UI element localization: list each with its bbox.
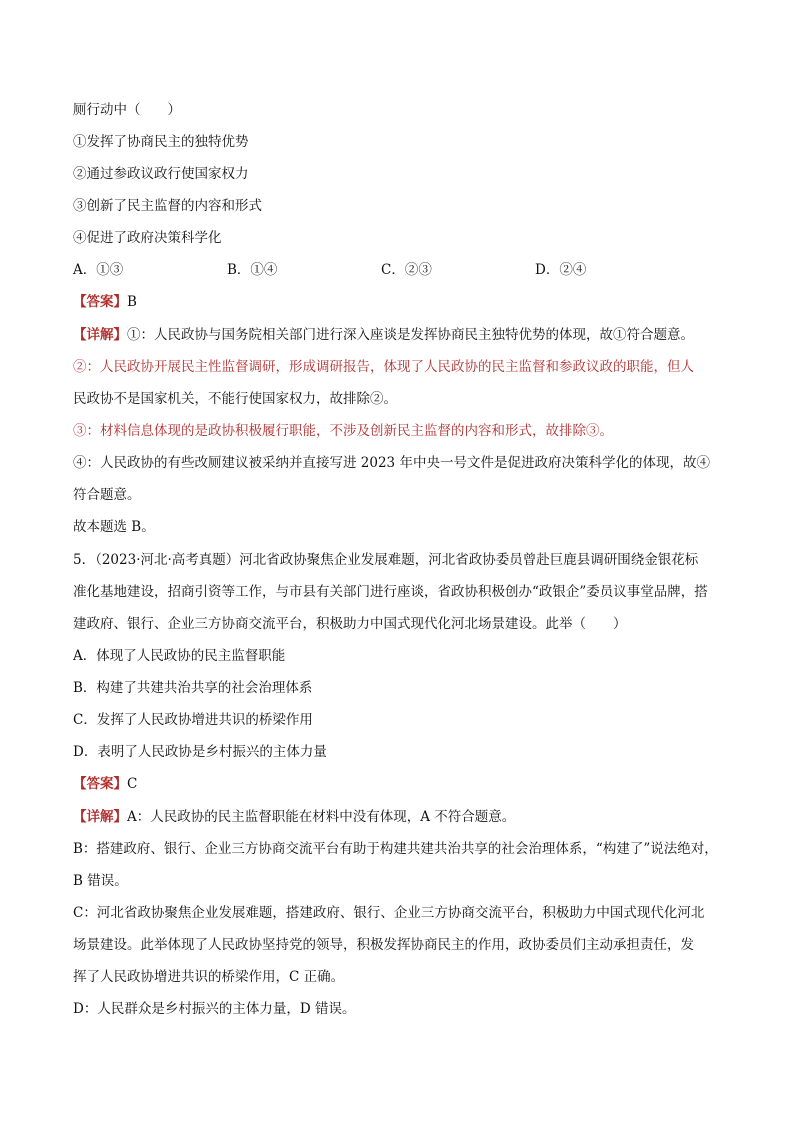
q4-detail-text-1: ①：人民政协与国务院相关部门进行深入座谈是发挥协商民主独特优势的体现，故①符合题意。 — [127, 327, 694, 343]
q5-option-b: B．构建了共建共治共享的社会治理体系 — [73, 680, 313, 696]
q5-detail-line-4: C：河北省政协聚焦企业发展难题，搭建政府、银行、企业三方协商交流平台，积极助力中国式现代化河北 — [73, 905, 705, 921]
q5-detail-line-7: D：人民群众是乡村振兴的主体力量，D 错误。 — [73, 1001, 356, 1017]
q5-option-d: D．表明了人民政协是乡村振兴的主体力量 — [73, 744, 327, 760]
q4-item-1: ①发挥了协商民主的独特优势 — [73, 134, 249, 150]
q4-option-a: A．①③ — [73, 262, 124, 278]
q4-detail-line-3: 民政协不是国家机关，不能行使国家权力，故排除②。 — [73, 391, 397, 407]
q5-detail-text-1: A：人民政协的民主监督职能在材料中没有体现，A 不符合题意。 — [127, 809, 516, 825]
q4-detail-line-6: 符合题意。 — [73, 487, 141, 503]
q5-stem-line-3: 建政府、银行、企业三方协商交流平台，积极助力中国式现代化河北场景建设。此举（ ） — [73, 616, 627, 632]
q4-answer — [73, 292, 723, 312]
q5-detail-line-2: B：搭建政府、银行、企业三方协商交流平台有助于构建共建共治共享的社会治理体系，“构建了”说法绝对， — [73, 841, 718, 857]
q4-stem-tail: 厕行动中（ ） — [73, 102, 181, 118]
q4-item-4: ④促进了政府决策科学化 — [73, 230, 222, 246]
q4-answer-tag: 【答案】 — [73, 294, 127, 310]
q5-answer — [73, 774, 723, 794]
q5-stem-line-1: 5．（2023·河北·高考真题）河北省政协聚焦企业发展难题，河北省政协委员曾赴巨鹿县调研围绕金银花标 — [73, 552, 699, 568]
q5-detail-line-3: B 错误。 — [73, 873, 128, 889]
q4-conclusion: 故本题选 B。 — [73, 519, 155, 535]
q5-stem-line-2: 准化基地建设，招商引资等工作，与市县有关部门进行座谈，省政协积极创办“政银企”委员议事堂品牌，搭 — [73, 584, 708, 600]
q4-item-2: ②通过参政议政行使国家权力 — [73, 166, 249, 182]
q5-detail-line-1 — [73, 807, 723, 827]
q5-detail-tag: 【详解】 — [73, 809, 127, 825]
q4-option-c: C．②③ — [381, 262, 432, 278]
q4-option-d: D．②④ — [535, 262, 587, 278]
q4-detail-line-4: ③：材料信息体现的是政协积极履行职能，不涉及创新民主监督的内容和形式，故排除③。 — [73, 423, 613, 439]
q5-option-c: C．发挥了人民政协增进共识的桥梁作用 — [73, 712, 313, 728]
q4-detail-line-5: ④：人民政协的有些改厕建议被采纳并直接写进 2023 年中央一号文件是促进政府决策科学化的体现，故④ — [73, 455, 710, 471]
q4-detail-line-2: ②：人民政协开展民主性监督调研，形成调研报告，体现了人民政协的民主监督和参政议政的职能，但人 — [73, 359, 694, 375]
q5-detail-line-6: 挥了人民政协增进共识的桥梁作用，C 正确。 — [73, 969, 345, 985]
q4-answer-value: B — [127, 294, 137, 310]
q4-detail-tag: 【详解】 — [73, 327, 127, 343]
q5-answer-tag: 【答案】 — [73, 776, 127, 792]
q5-option-a: A．体现了人民政协的民主监督职能 — [73, 648, 286, 664]
q5-detail-line-5: 场景建设。此举体现了人民政协坚持党的领导，积极发挥协商民主的作用，政协委员们主动承担责任，发 — [73, 937, 694, 953]
q4-item-3: ③创新了民主监督的内容和形式 — [73, 198, 262, 214]
q5-answer-value: C — [127, 776, 138, 792]
q4-option-b: B．①④ — [227, 262, 278, 278]
q4-detail-line-1 — [73, 325, 723, 345]
